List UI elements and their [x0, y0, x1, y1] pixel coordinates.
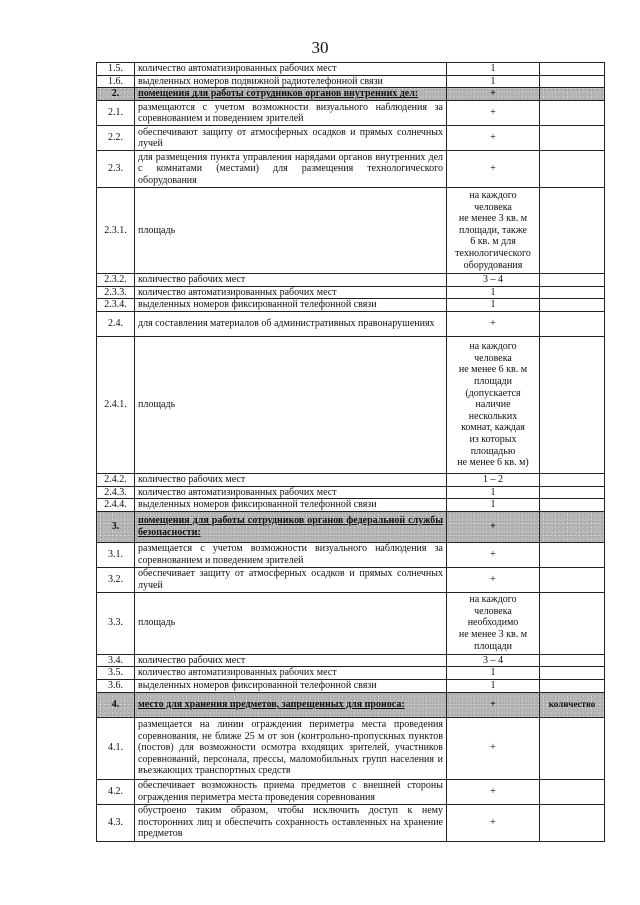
table-row: [97, 63, 605, 76]
item-description: площадь: [135, 336, 447, 473]
item-value: 1: [447, 667, 540, 680]
item-number: 2.3.: [97, 151, 135, 188]
item-note: [540, 511, 605, 542]
item-note: [540, 299, 605, 312]
item-number: 2.3.1.: [97, 188, 135, 274]
item-description: количество автоматизированных рабочих мест: [135, 486, 447, 499]
table-row: [97, 779, 605, 804]
table-row: [97, 499, 605, 512]
table-row: [97, 567, 605, 592]
item-description: обеспечивает защиту от атмосферных осадков и прямых солнечных лучей: [135, 567, 447, 592]
item-description: обеспечивают защиту от атмосферных осадков и прямых солнечных лучей: [135, 126, 447, 151]
item-note: [540, 542, 605, 567]
item-number: 4.1.: [97, 717, 135, 779]
item-value: 1: [447, 499, 540, 512]
item-description: выделенных номеров фиксированной телефонной связи: [135, 299, 447, 312]
item-number: 2.4.4.: [97, 499, 135, 512]
item-note: [540, 311, 605, 336]
item-description: выделенных номеров подвижной радиотелефонной связи: [135, 75, 447, 88]
item-note: [540, 473, 605, 486]
item-number: 2.1.: [97, 101, 135, 126]
item-number: 3.4.: [97, 654, 135, 667]
item-value: 1: [447, 63, 540, 76]
item-description: для размещения пункта управления нарядами органов внутренних дел с комнатами (местами) для размещения технологического оборудования: [135, 151, 447, 188]
table-row: [97, 151, 605, 188]
item-number: 3.6.: [97, 679, 135, 692]
item-description: количество автоматизированных рабочих мест: [135, 286, 447, 299]
item-value-line: технологического: [455, 248, 531, 260]
table-row: [97, 299, 605, 312]
item-value-line: человека: [474, 201, 512, 213]
item-number: 2.3.4.: [97, 299, 135, 312]
item-note: [540, 286, 605, 299]
table-body: [97, 63, 605, 842]
item-value: 1: [447, 679, 540, 692]
item-value: +: [447, 126, 540, 151]
table-row: [97, 654, 605, 667]
item-number: 4.: [97, 692, 135, 717]
item-value: +: [447, 88, 540, 101]
table-row: [97, 336, 605, 473]
item-number: 3.1.: [97, 542, 135, 567]
item-value-line: комнат, каждая: [461, 422, 525, 434]
item-value: +: [447, 151, 540, 188]
item-number: 2.2.: [97, 126, 135, 151]
item-value: +: [447, 717, 540, 779]
item-value-line: нескольких: [468, 410, 518, 422]
item-value-line: площади: [474, 375, 512, 387]
item-note: [540, 486, 605, 499]
item-value: 1: [447, 486, 540, 499]
table-row: [97, 311, 605, 336]
item-value-line: (допускается: [465, 387, 521, 399]
table-row: [97, 126, 605, 151]
table-row: [97, 667, 605, 680]
item-value-line: не менее 6 кв. м): [457, 457, 529, 469]
item-description: обустроено таким образом, чтобы исключить доступ к нему посторонних лиц и обеспечить сохранность оставленных на хранение предметов: [135, 804, 447, 841]
item-number: 1.6.: [97, 75, 135, 88]
item-number: 2.4.1.: [97, 336, 135, 473]
item-number: 4.3.: [97, 804, 135, 841]
item-note: [540, 499, 605, 512]
item-description: выделенных номеров фиксированной телефонной связи: [135, 679, 447, 692]
item-value: +: [447, 567, 540, 592]
item-value: [447, 592, 540, 654]
table-row: [97, 804, 605, 841]
table-row: [97, 679, 605, 692]
item-note: [540, 126, 605, 151]
table-row: [97, 286, 605, 299]
item-description: размещается с учетом возможности визуального наблюдения за соревнованием и поведением зрителей: [135, 542, 447, 567]
item-number: 2.4.: [97, 311, 135, 336]
item-number: 2.4.2.: [97, 473, 135, 486]
item-value-line: площади, также: [459, 224, 527, 236]
item-value-line: на каждого: [469, 341, 517, 353]
item-description: обеспечивает возможность приема предметов с внешней стороны ограждения периметра места проведения соревнования: [135, 779, 447, 804]
item-value: +: [447, 101, 540, 126]
item-value: +: [447, 692, 540, 717]
item-value: +: [447, 779, 540, 804]
item-description: количество рабочих мест: [135, 654, 447, 667]
item-note: [540, 779, 605, 804]
item-value: +: [447, 804, 540, 841]
item-description: помещения для работы сотрудников органов внутренних дел:: [135, 88, 447, 101]
table-row: [97, 542, 605, 567]
item-value: [447, 188, 540, 274]
item-value-line: на каждого: [469, 594, 517, 606]
item-value-line: 6 кв. м для: [470, 236, 516, 248]
item-description: количество рабочих мест: [135, 473, 447, 486]
item-note: [540, 63, 605, 76]
item-value-line: площадью: [470, 445, 516, 457]
item-description: размещаются с учетом возможности визуального наблюдения за соревнованием и поведением зрителей: [135, 101, 447, 126]
item-number: 2.: [97, 88, 135, 101]
item-value: 3 – 4: [447, 274, 540, 287]
item-description: площадь: [135, 188, 447, 274]
item-note: [540, 679, 605, 692]
table-row: [97, 101, 605, 126]
item-value: 1: [447, 286, 540, 299]
item-value-line: не менее 3 кв. м: [458, 213, 528, 225]
item-value-line: человека: [474, 352, 512, 364]
item-note: [540, 188, 605, 274]
item-note: [540, 717, 605, 779]
item-number: 1.5.: [97, 63, 135, 76]
item-note: [540, 567, 605, 592]
item-note: [540, 274, 605, 287]
requirements-table: [96, 62, 605, 842]
item-description: выделенных номеров фиксированной телефонной связи: [135, 499, 447, 512]
section-row: [97, 88, 605, 101]
page-number: 30: [311, 38, 329, 57]
table-row: [97, 717, 605, 779]
item-description: место для хранения предметов, запрещенных для проноса:: [135, 692, 447, 717]
item-value: 1: [447, 75, 540, 88]
item-note: [540, 101, 605, 126]
item-value-line: не менее 3 кв. м: [458, 629, 528, 641]
item-value-line: не менее 6 кв. м: [458, 364, 528, 376]
item-value: 3 – 4: [447, 654, 540, 667]
item-description: количество рабочих мест: [135, 274, 447, 287]
item-value-line: площади: [474, 640, 512, 652]
item-number: 3.2.: [97, 567, 135, 592]
item-description: количество автоматизированных рабочих мест: [135, 63, 447, 76]
item-value-line: на каждого: [469, 190, 517, 202]
item-note: [540, 654, 605, 667]
item-note: [540, 336, 605, 473]
item-number: 3.: [97, 511, 135, 542]
item-value-line: оборудования: [463, 259, 523, 271]
item-number: 2.3.3.: [97, 286, 135, 299]
item-value: 1 – 2: [447, 473, 540, 486]
item-number: 4.2.: [97, 779, 135, 804]
table-row: [97, 473, 605, 486]
item-number: 2.3.2.: [97, 274, 135, 287]
item-note: [540, 804, 605, 841]
item-value: [447, 336, 540, 473]
item-description: количество автоматизированных рабочих мест: [135, 667, 447, 680]
item-note: [540, 667, 605, 680]
table-row: [97, 274, 605, 287]
item-note: [540, 75, 605, 88]
table-row: [97, 592, 605, 654]
item-value-line: из которых: [469, 433, 517, 445]
table-row: [97, 75, 605, 88]
item-value: +: [447, 511, 540, 542]
item-description: размещается на линии ограждения периметра места проведения соревнования, не ближе 25 м от зон (контрольно-пропускных пунктов (постов) для возможности осмотра входящих зрителей, участников соревнований, персонала, прессы, маломобильных групп населения и въезжающих транспортных средств: [135, 717, 447, 779]
section-row: [97, 511, 605, 542]
item-number: 3.3.: [97, 592, 135, 654]
item-note: количество: [540, 692, 605, 717]
item-value-line: необходимо: [467, 617, 519, 629]
item-value-line: человека: [474, 605, 512, 617]
item-description: помещения для работы сотрудников органов федеральной службы безопасности:: [135, 511, 447, 542]
item-value: +: [447, 542, 540, 567]
item-number: 3.5.: [97, 667, 135, 680]
item-value: 1: [447, 299, 540, 312]
item-note: [540, 151, 605, 188]
table-row: [97, 188, 605, 274]
item-number: 2.4.3.: [97, 486, 135, 499]
item-note: [540, 592, 605, 654]
item-description: для составления материалов об административных правонарушениях: [135, 311, 447, 336]
item-value: +: [447, 311, 540, 336]
item-value-line: наличие: [475, 399, 511, 411]
item-note: [540, 88, 605, 101]
section-row: [97, 692, 605, 717]
table-row: [97, 486, 605, 499]
item-description: площадь: [135, 592, 447, 654]
